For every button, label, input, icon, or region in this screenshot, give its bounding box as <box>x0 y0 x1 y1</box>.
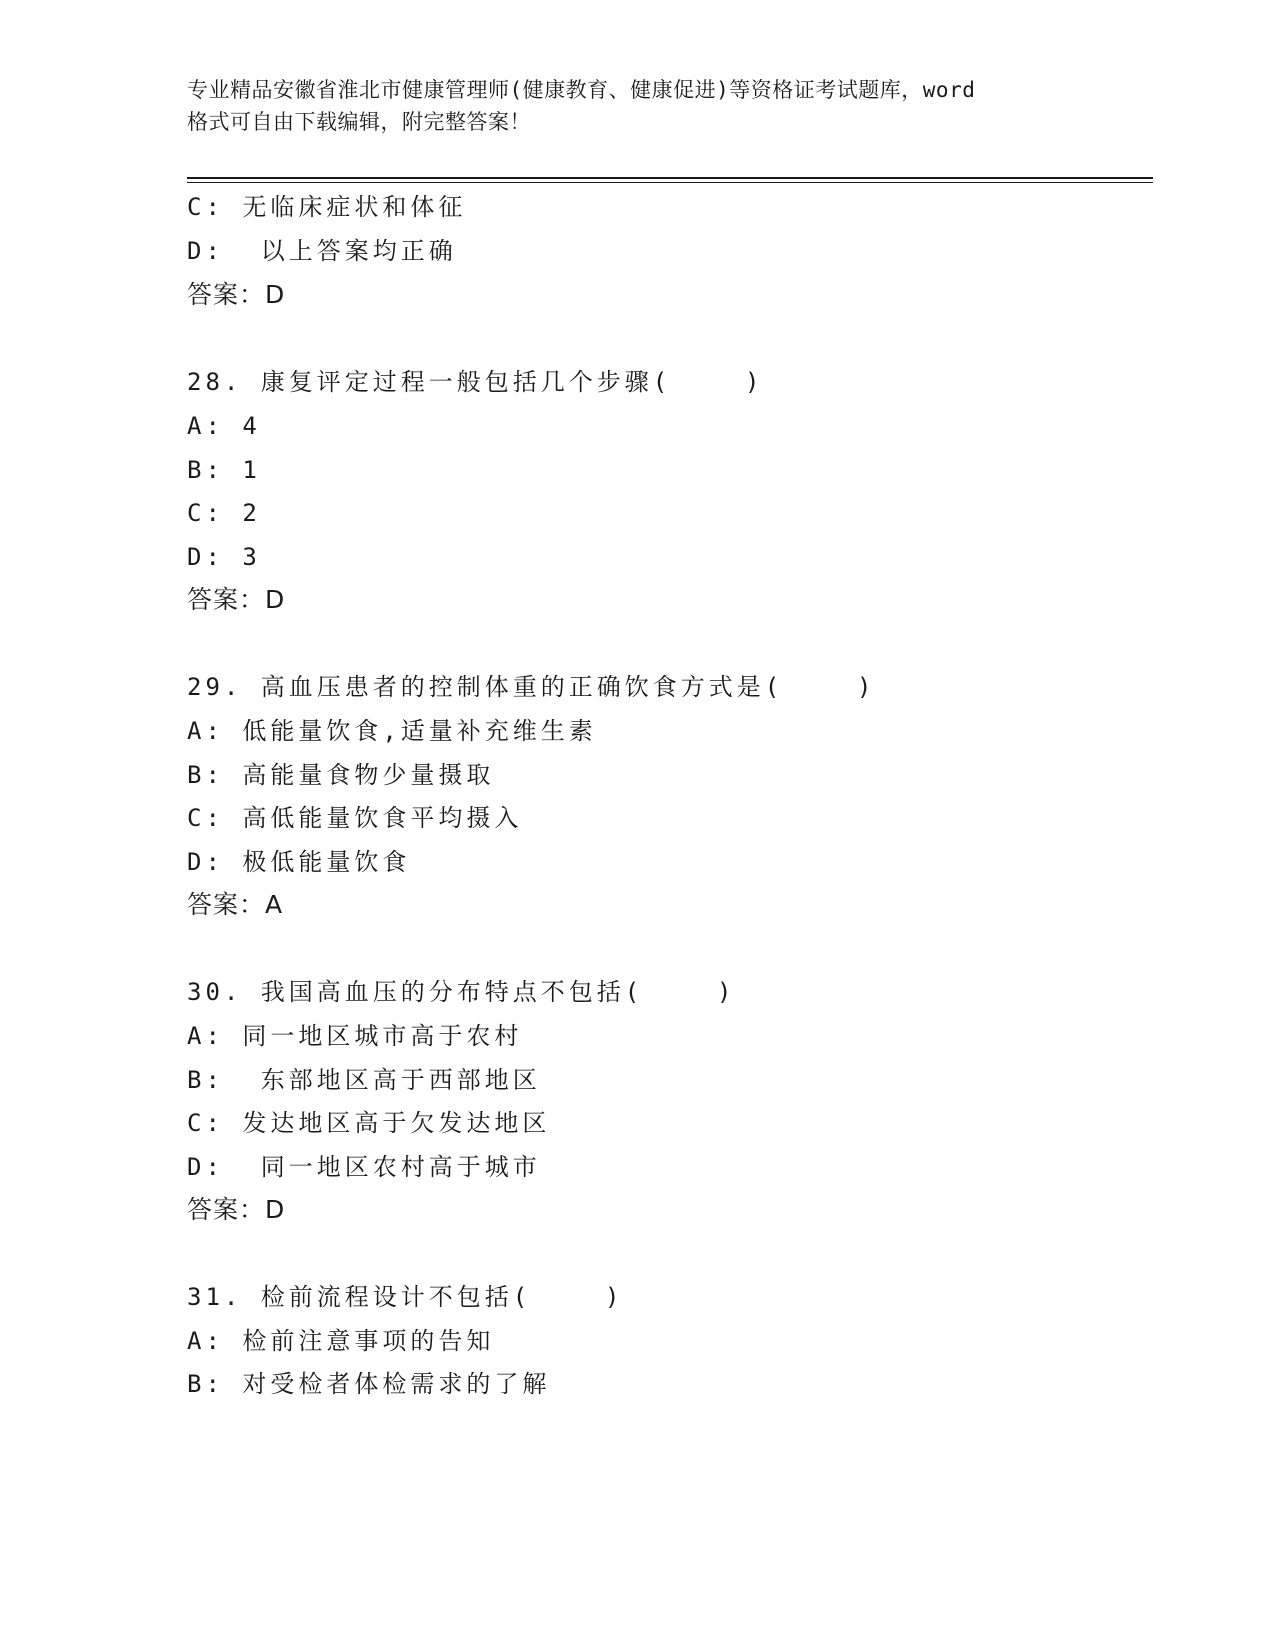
document-header <box>187 74 1087 138</box>
q31-question: 31. 检前流程设计不包括( ) <box>187 1283 624 1311</box>
prev-option-d: D: 以上答案均正确 <box>187 237 457 265</box>
q30-answer: 答案：D <box>187 1195 286 1224</box>
q30-option-c: C: 发达地区高于欠发达地区 <box>187 1109 551 1137</box>
q28-option-c: C: 2 <box>187 499 261 527</box>
prev-option-c: C: 无临床症状和体征 <box>187 193 467 221</box>
q28-question: 28. 康复评定过程一般包括几个步骤( ) <box>187 368 764 396</box>
q29-option-a: A: 低能量饮食,适量补充维生素 <box>187 717 597 745</box>
q29-option-d: D: 极低能量饮食 <box>187 848 411 876</box>
q30-option-a: A: 同一地区城市高于农村 <box>187 1022 523 1050</box>
q29-option-b: B: 高能量食物少量摄取 <box>187 761 495 789</box>
q29-option-c: C: 高低能量饮食平均摄入 <box>187 804 523 832</box>
header-line-2: 格式可自由下载编辑，附完整答案！ <box>187 110 531 134</box>
header-divider-thick <box>187 177 1153 179</box>
prev-answer: 答案：D <box>187 280 286 309</box>
q30-question: 30. 我国高血压的分布特点不包括( ) <box>187 978 736 1006</box>
q29-answer: 答案：A <box>187 890 284 919</box>
q31-option-a: A: 检前注意事项的告知 <box>187 1327 495 1355</box>
q28-answer: 答案：D <box>187 585 286 614</box>
q31-option-b: B: 对受检者体检需求的了解 <box>187 1370 551 1398</box>
q30-option-b: B: 东部地区高于西部地区 <box>187 1066 541 1094</box>
q30-option-d: D: 同一地区农村高于城市 <box>187 1153 541 1181</box>
q28-option-a: A: 4 <box>187 412 261 440</box>
q28-option-d: D: 3 <box>187 543 261 571</box>
q28-option-b: B: 1 <box>187 456 261 484</box>
q29-question: 29. 高血压患者的控制体重的正确饮食方式是( ) <box>187 673 876 701</box>
header-line-1: 专业精品安徽省淮北市健康管理师(健康教育、健康促进)等资格证考试题库，word <box>187 78 976 102</box>
header-divider-thin <box>187 182 1153 183</box>
